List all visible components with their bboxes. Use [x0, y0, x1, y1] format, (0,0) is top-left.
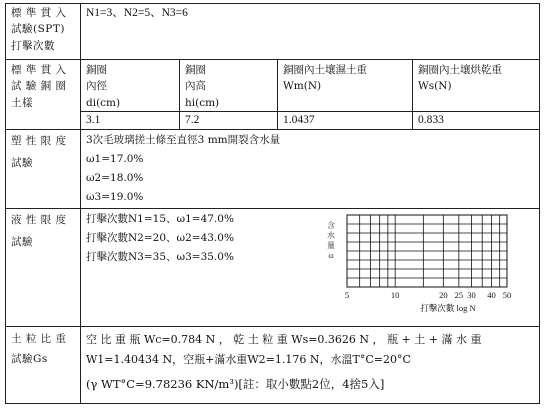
- gravity-line-1: 空 比 重 瓶 Wc=0.784 N ， 乾 土 粒 重 Ws=0.3626 N ， 瓶 + 土 + 滿 水 重: [86, 333, 482, 346]
- data-table: [5, 3, 540, 404]
- x-tick-label: 30: [467, 290, 476, 300]
- ring-header-dry-weight: 銅圈內土壤烘乾重 Ws(N): [418, 64, 502, 93]
- x-tick-label: 50: [502, 290, 512, 300]
- gravity-line-3: (γ WT°C=9.78236 KN/m³)[註：取小數點2位，4捨5入]: [86, 377, 385, 391]
- liquid-content: 打擊次數N1=15、ω1=47.0% 打擊次數N2=20、ω2=43.0% 打擊次數N3=35、ω3=35.0%: [86, 213, 234, 263]
- x-tick-label: 5: [344, 290, 350, 300]
- ring-value-height: 7.2: [185, 114, 200, 126]
- x-tick-label: 25: [454, 290, 464, 300]
- liquid-label: 液 性 限 度 試驗: [11, 214, 67, 249]
- spt-label: 標 準 貫 入 試驗(SPT) 打擊次數: [11, 7, 67, 52]
- ring-header-wet-weight: 銅圈內土壤濕土重 Wm(N): [283, 64, 367, 93]
- gravity-content: [86, 330, 536, 394]
- spt-value: N1=3、N2=5、N3=6: [86, 7, 188, 19]
- ring-value-diameter: 3.1: [86, 114, 101, 126]
- moisture-axis-label: [327, 220, 335, 260]
- gravity-label: 土 粒 比 重 試驗Gs: [11, 333, 67, 366]
- ring-label: 標 準 貫 入 試 驗 銅 圈 土樣: [11, 64, 67, 109]
- flow-curve-chart: [323, 210, 523, 325]
- x-tick-label: 20: [439, 290, 448, 300]
- blow-count-axis-label: 打擊次數 log N: [420, 303, 476, 313]
- plastic-content: 3次毛玻璃搓土條至直徑3 mm開裂含水量 ω1=17.0% ω2=18.0% ω3=19.0%: [86, 134, 281, 203]
- svg-text:水: 水: [327, 231, 335, 240]
- ring-value-wet-weight: 1.0437: [283, 114, 315, 126]
- svg-text:含: 含: [327, 221, 335, 230]
- x-tick-label: 10: [390, 290, 400, 300]
- plastic-label: 塑 性 限 度 試驗: [11, 135, 67, 170]
- ring-header-diameter: 銅圈 內徑 di(cm): [86, 64, 121, 109]
- svg-text:ω: ω: [328, 251, 334, 260]
- ring-value-dry-weight: 0.833: [418, 114, 444, 126]
- x-tick-label: 40: [487, 290, 496, 300]
- ring-header-height: 銅圈 內高 hi(cm): [185, 64, 220, 109]
- svg-text:量: 量: [327, 241, 335, 250]
- gravity-line-2: W1=1.40434 N，空瓶+滿水重W2=1.176 N，水溫T°C=20°C: [86, 353, 411, 366]
